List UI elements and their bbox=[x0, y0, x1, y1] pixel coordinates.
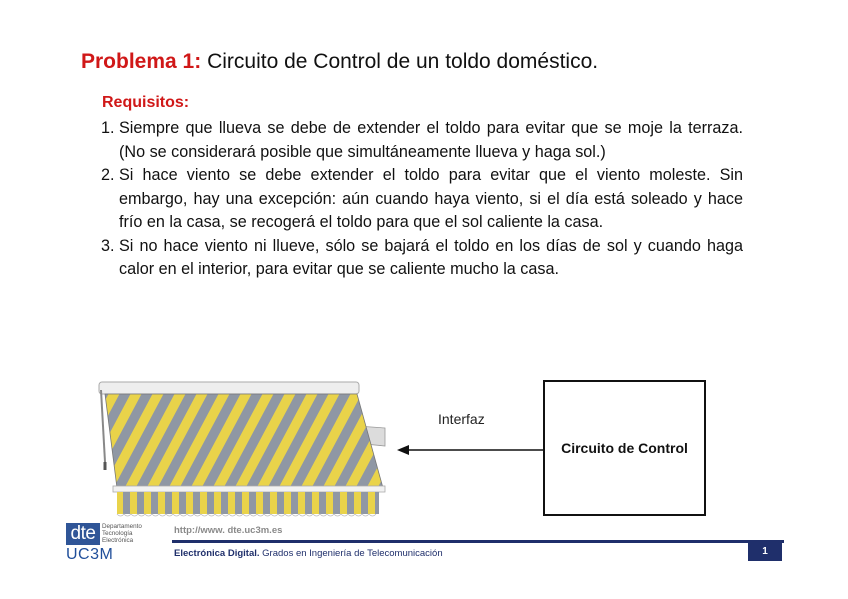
interface-label: Interfaz bbox=[438, 411, 485, 427]
page-number: 1 bbox=[748, 542, 782, 561]
list-text: Si no hace viento ni llueve, sólo se bajará el toldo en los días de sol y cuando haga calor en el interior, para evitar que se caliente mucho la casa. bbox=[119, 236, 743, 278]
logo-department: Departamento Tecnología Electrónica bbox=[102, 523, 142, 544]
footer-divider bbox=[172, 540, 784, 543]
requirements-list bbox=[101, 117, 743, 282]
problem-title: Circuito de Control de un toldo doméstico. bbox=[207, 50, 599, 73]
problem-label: Problema 1: bbox=[81, 50, 202, 73]
list-item bbox=[101, 164, 743, 235]
list-number: 1. bbox=[101, 119, 115, 137]
control-circuit-box bbox=[543, 380, 706, 516]
logo-uc3m: UC3M bbox=[66, 546, 114, 563]
list-number: 2. bbox=[101, 166, 115, 184]
dte-logo bbox=[66, 523, 166, 567]
slide-title bbox=[81, 50, 598, 74]
control-circuit-label: Circuito de Control bbox=[561, 440, 688, 456]
list-item bbox=[101, 117, 743, 164]
list-text: Si hace viento se debe extender el toldo para evitar que el viento moleste. Sin embargo, hay una excepción: aún cuando haya viento, si el día está soleado y hace frío en la casa, se recogerá el toldo para que el sol caliente la casa. bbox=[119, 166, 743, 231]
list-text: Siempre que llueva se debe de extender el toldo para evitar que se moje la terraza. (No se considerará posible que simultáneamente llueva y haga sol.) bbox=[119, 119, 743, 161]
logo-dte-text: dte bbox=[66, 523, 100, 545]
list-item bbox=[101, 235, 743, 282]
website-link[interactable]: http://www. dte.uc3m.es bbox=[174, 525, 283, 536]
interface-arrow bbox=[397, 440, 545, 460]
course-name: Electrónica Digital. bbox=[174, 548, 260, 559]
footer-text bbox=[174, 548, 443, 559]
requirements-heading: Requisitos: bbox=[102, 94, 190, 111]
list-number: 3. bbox=[101, 236, 115, 255]
awning-image bbox=[95, 378, 395, 520]
course-degree: Grados en Ingeniería de Telecomunicación bbox=[259, 548, 443, 559]
